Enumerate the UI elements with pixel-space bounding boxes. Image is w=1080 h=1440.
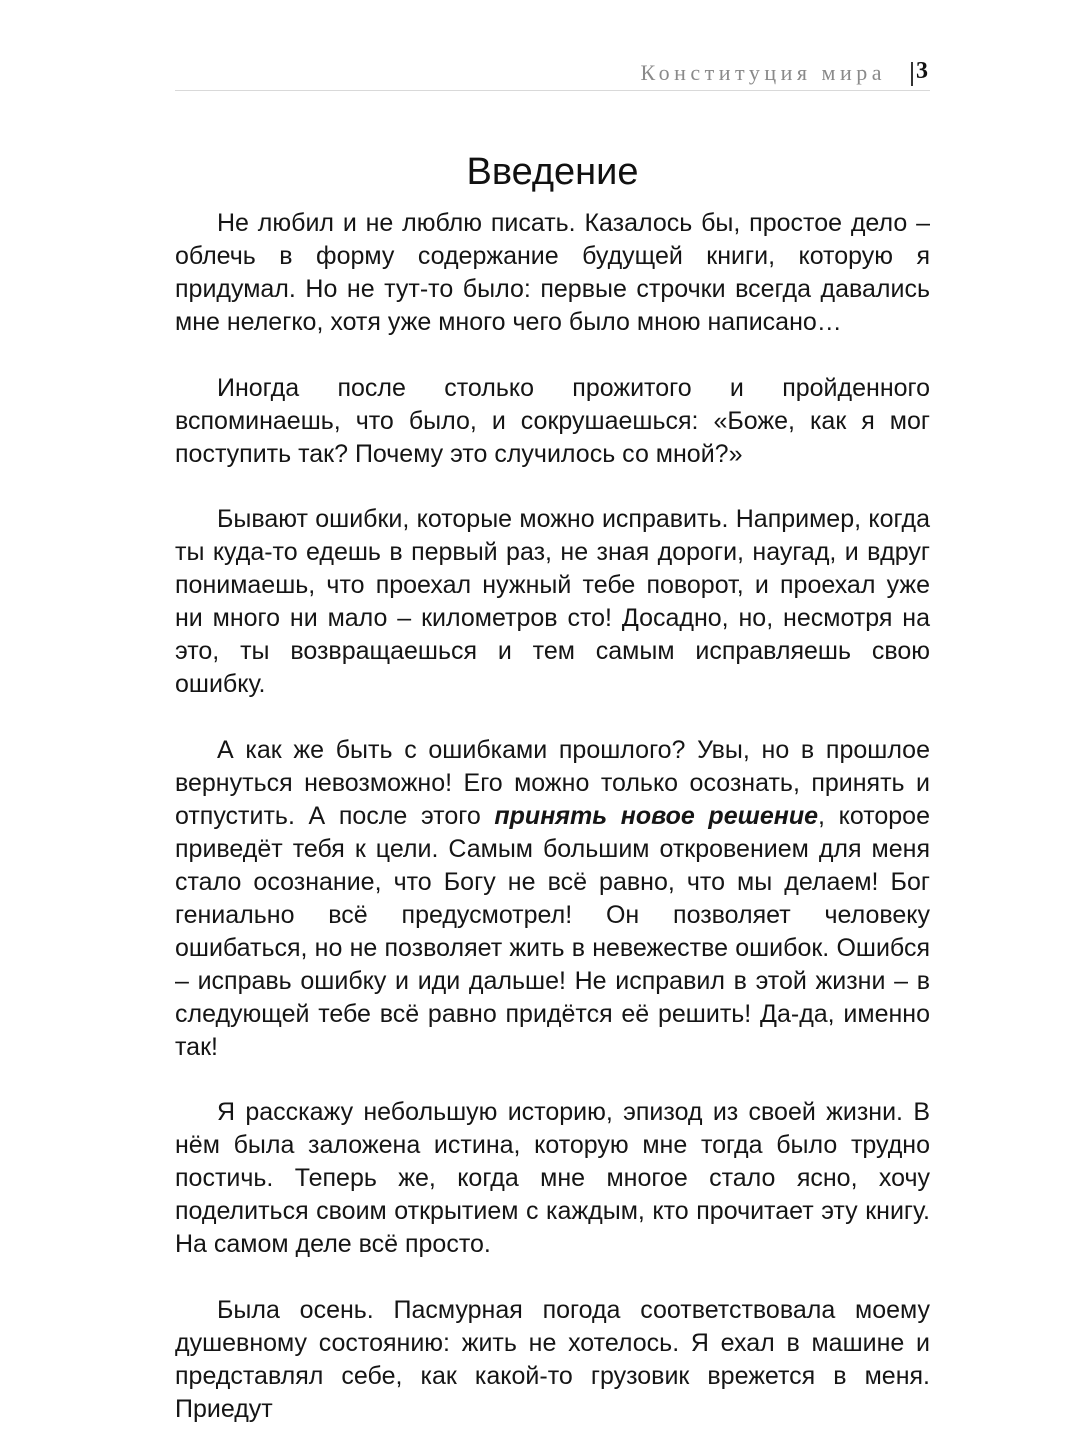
paragraph-4-text-before: А как же быть с ошибками прошлого? Увы, но в прошлое вернуться невозможно! Его можно только осознать, принять и отпустить. А после этого bbox=[175, 735, 930, 830]
chapter-body bbox=[175, 207, 930, 1426]
paragraph-1: Не любил и не люблю писать. Казалось бы, простое дело – облечь в форму содержание будущей книги, которую я придумал. Но не тут-то было: первые строчки всегда давались мне нелегко, хотя уже много чего было мною написано… bbox=[175, 209, 930, 336]
running-header bbox=[175, 58, 930, 91]
paragraph-4-emphasis: принять новое решение bbox=[494, 801, 819, 830]
paragraph-4 bbox=[175, 734, 930, 1064]
paragraph-6: Была осень. Пасмурная погода соответствовала моему душевному состоянию: жить не хотелось. Я ехал в машине и представлял себе, как какой-то грузовик врежется в меня. Приедут bbox=[175, 1295, 930, 1423]
header-separator bbox=[911, 62, 913, 86]
paragraph-5: Я расскажу небольшую историю, эпизод из своей жизни. В нём была заложена истина, которую мне тогда было трудно постичь. Теперь же, когда мне многое стало ясно, хочу поделиться своим открытием с каждым, кто прочитает эту книгу. На самом деле всё просто. bbox=[175, 1098, 930, 1258]
chapter-title: Введение bbox=[466, 151, 639, 193]
paragraph-2: Иногда после столько прожитого и пройденного вспоминаешь, что было, и сокрушаешься: «Боже, как я мог поступить так? Почему это случилось со мной?» bbox=[175, 373, 930, 468]
paragraph-3: Бывают ошибки, которые можно исправить. Например, когда ты куда-то едешь в первый раз, не зная дороги, наугад, и вдруг понимаешь, что проехал нужный тебе поворот, и проехал уже ни много ни мало – километров сто! Досадно, но, несмотря на это, ты возвращаешься и тем самым исправляешь свою ошибку. bbox=[175, 505, 930, 698]
page-number: 3 bbox=[916, 58, 928, 84]
paragraph-4-text-after: , которое приведёт тебя к цели. Самым большим откровением для меня стало осознание, что Богу не всё равно, что мы делаем! Бог гениально всё предусмотрел! Он позволяет человеку ошибаться, но не позволяет жить в невежестве ошибок. Ошибся – исправь ошибку и иди дальше! Не исправил в этой жизни – в следующей тебе всё равно придётся её решить! Да-да, именно так! bbox=[175, 801, 930, 1061]
header-book-title: Конституция мира bbox=[640, 60, 886, 85]
